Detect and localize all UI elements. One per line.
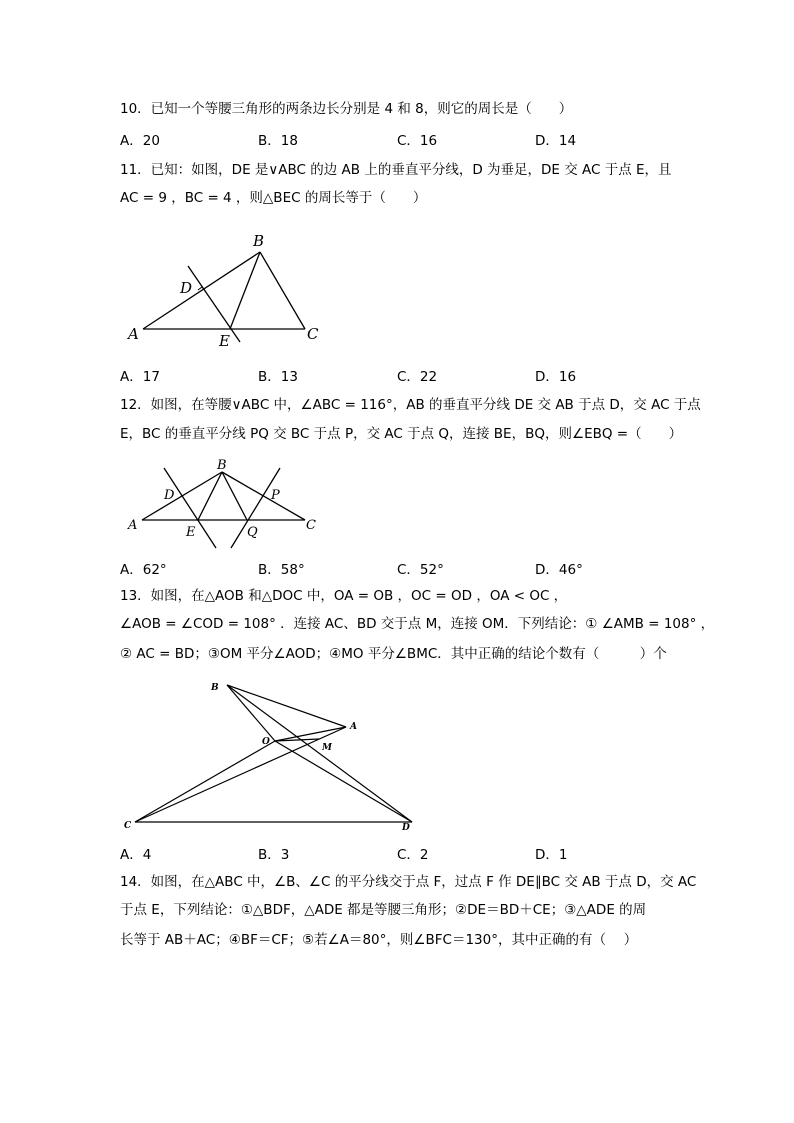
q11-label-e: E (219, 332, 230, 350)
q13-stem-line2: ∠AOB = ∠COD = 108° ．连接 AC、BD 交于点 M，连接 OM．下列结论：① ∠AMB = 108° ， (120, 616, 715, 632)
q13-stem-line1: 13．如图，在△AOB 和△DOC 中，OA = OB ，OC = OD ，OA < OC ， (120, 588, 568, 604)
q13-segment-co (135, 741, 275, 822)
q13-options (120, 846, 680, 864)
q11-options (120, 368, 680, 386)
q11-label-c: C (307, 325, 319, 343)
q13-segment-bd (227, 685, 412, 822)
q13-label-o: O (262, 737, 270, 747)
q10-option-d[interactable]: D．14 (535, 133, 577, 149)
q12-option-c[interactable]: C．52° (397, 562, 444, 578)
q10-stem: 10．已知一个等腰三角形的两条边长分别是 4 和 8，则它的周长是（ ） (120, 101, 573, 117)
q12-label-b: B (217, 458, 227, 473)
q11-segment-be (230, 252, 260, 329)
q12-stem-line1: 12．如图，在等腰∨ABC 中，∠ABC = 116°，AB 的垂直平分线 DE 交 AB 于点 D，交 AC 于点 (120, 397, 701, 413)
q11-segment-ab (143, 252, 260, 329)
q13-figure (115, 675, 425, 840)
q12-label-p: P (271, 488, 280, 503)
q12-label-c: C (306, 518, 316, 533)
q12-option-b[interactable]: B．58° (258, 562, 305, 578)
q10-option-b[interactable]: B．18 (258, 133, 298, 149)
q12-option-a[interactable]: A．62° (120, 562, 167, 578)
q12-label-a: A (128, 518, 138, 533)
q11-option-a[interactable]: A．17 (120, 369, 160, 385)
q13-label-a: A (350, 722, 357, 732)
q13-label-d: D (402, 823, 410, 833)
q12-options (120, 561, 680, 579)
q13-option-b[interactable]: B．3 (258, 847, 290, 863)
q12-option-d[interactable]: D．46° (535, 562, 583, 578)
q13-stem-line3: ② AC = BD；③OM 平分∠AOD；④MO 平分∠BMC．其中正确的结论个数有（ ）个 (120, 646, 667, 662)
q11-stem-line2: AC = 9 ，BC = 4 ，则△BEC 的周长等于（ ） (120, 190, 427, 206)
q13-option-c[interactable]: C．2 (397, 847, 429, 863)
q11-option-c[interactable]: C．22 (397, 369, 438, 385)
q13-option-a[interactable]: A．4 (120, 847, 152, 863)
q10-option-c[interactable]: C．16 (397, 133, 438, 149)
q11-option-d[interactable]: D．16 (535, 369, 577, 385)
q11-stem-line1: 11．已知：如图，DE 是∨ABC 的边 AB 上的垂直平分线，D 为垂足，DE 交 AC 于点 E，且 (120, 162, 672, 178)
q12-stem-line2: E，BC 的垂直平分线 PQ 交 BC 于点 P，交 AC 于点 Q，连接 BE，BQ，则∠EBQ =（ ） (120, 426, 683, 442)
q11-option-b[interactable]: B．13 (258, 369, 298, 385)
q13-label-b: B (211, 683, 219, 693)
q11-label-a: A (128, 325, 139, 343)
q14-stem-line3: 长等于 AB＋AC；④BF＝CF；⑤若∠A＝80°，则∠BFC＝130°，其中正确的有（ ） (120, 932, 638, 948)
q13-segment-ac (135, 727, 346, 822)
q12-label-d: D (164, 488, 175, 503)
q13-label-m: M (322, 743, 332, 753)
q13-option-d[interactable]: D．1 (535, 847, 568, 863)
q14-stem-line1: 14．如图，在△ABC 中，∠B、∠C 的平分线交于点 F，过点 F 作 DE∥BC 交 AB 于点 D，交 AC (120, 874, 697, 890)
q14-stem-line2: 于点 E，下列结论：①△BDF，△ADE 都是等腰三角形；②DE＝BD＋CE；③△ADE 的周 (120, 902, 647, 918)
q11-label-d: D (180, 279, 193, 297)
q11-segment-bc (260, 252, 305, 329)
q11-bisector-de (188, 266, 240, 342)
q11-label-b: B (253, 232, 265, 250)
q10-options (120, 132, 680, 150)
q12-label-e: E (186, 525, 196, 540)
q12-figure (115, 452, 325, 552)
q10-option-a[interactable]: A．20 (120, 133, 160, 149)
q11-figure (115, 225, 345, 350)
q13-segment-od (275, 741, 412, 822)
q13-label-c: C (124, 821, 132, 831)
q12-label-q: Q (247, 525, 258, 540)
